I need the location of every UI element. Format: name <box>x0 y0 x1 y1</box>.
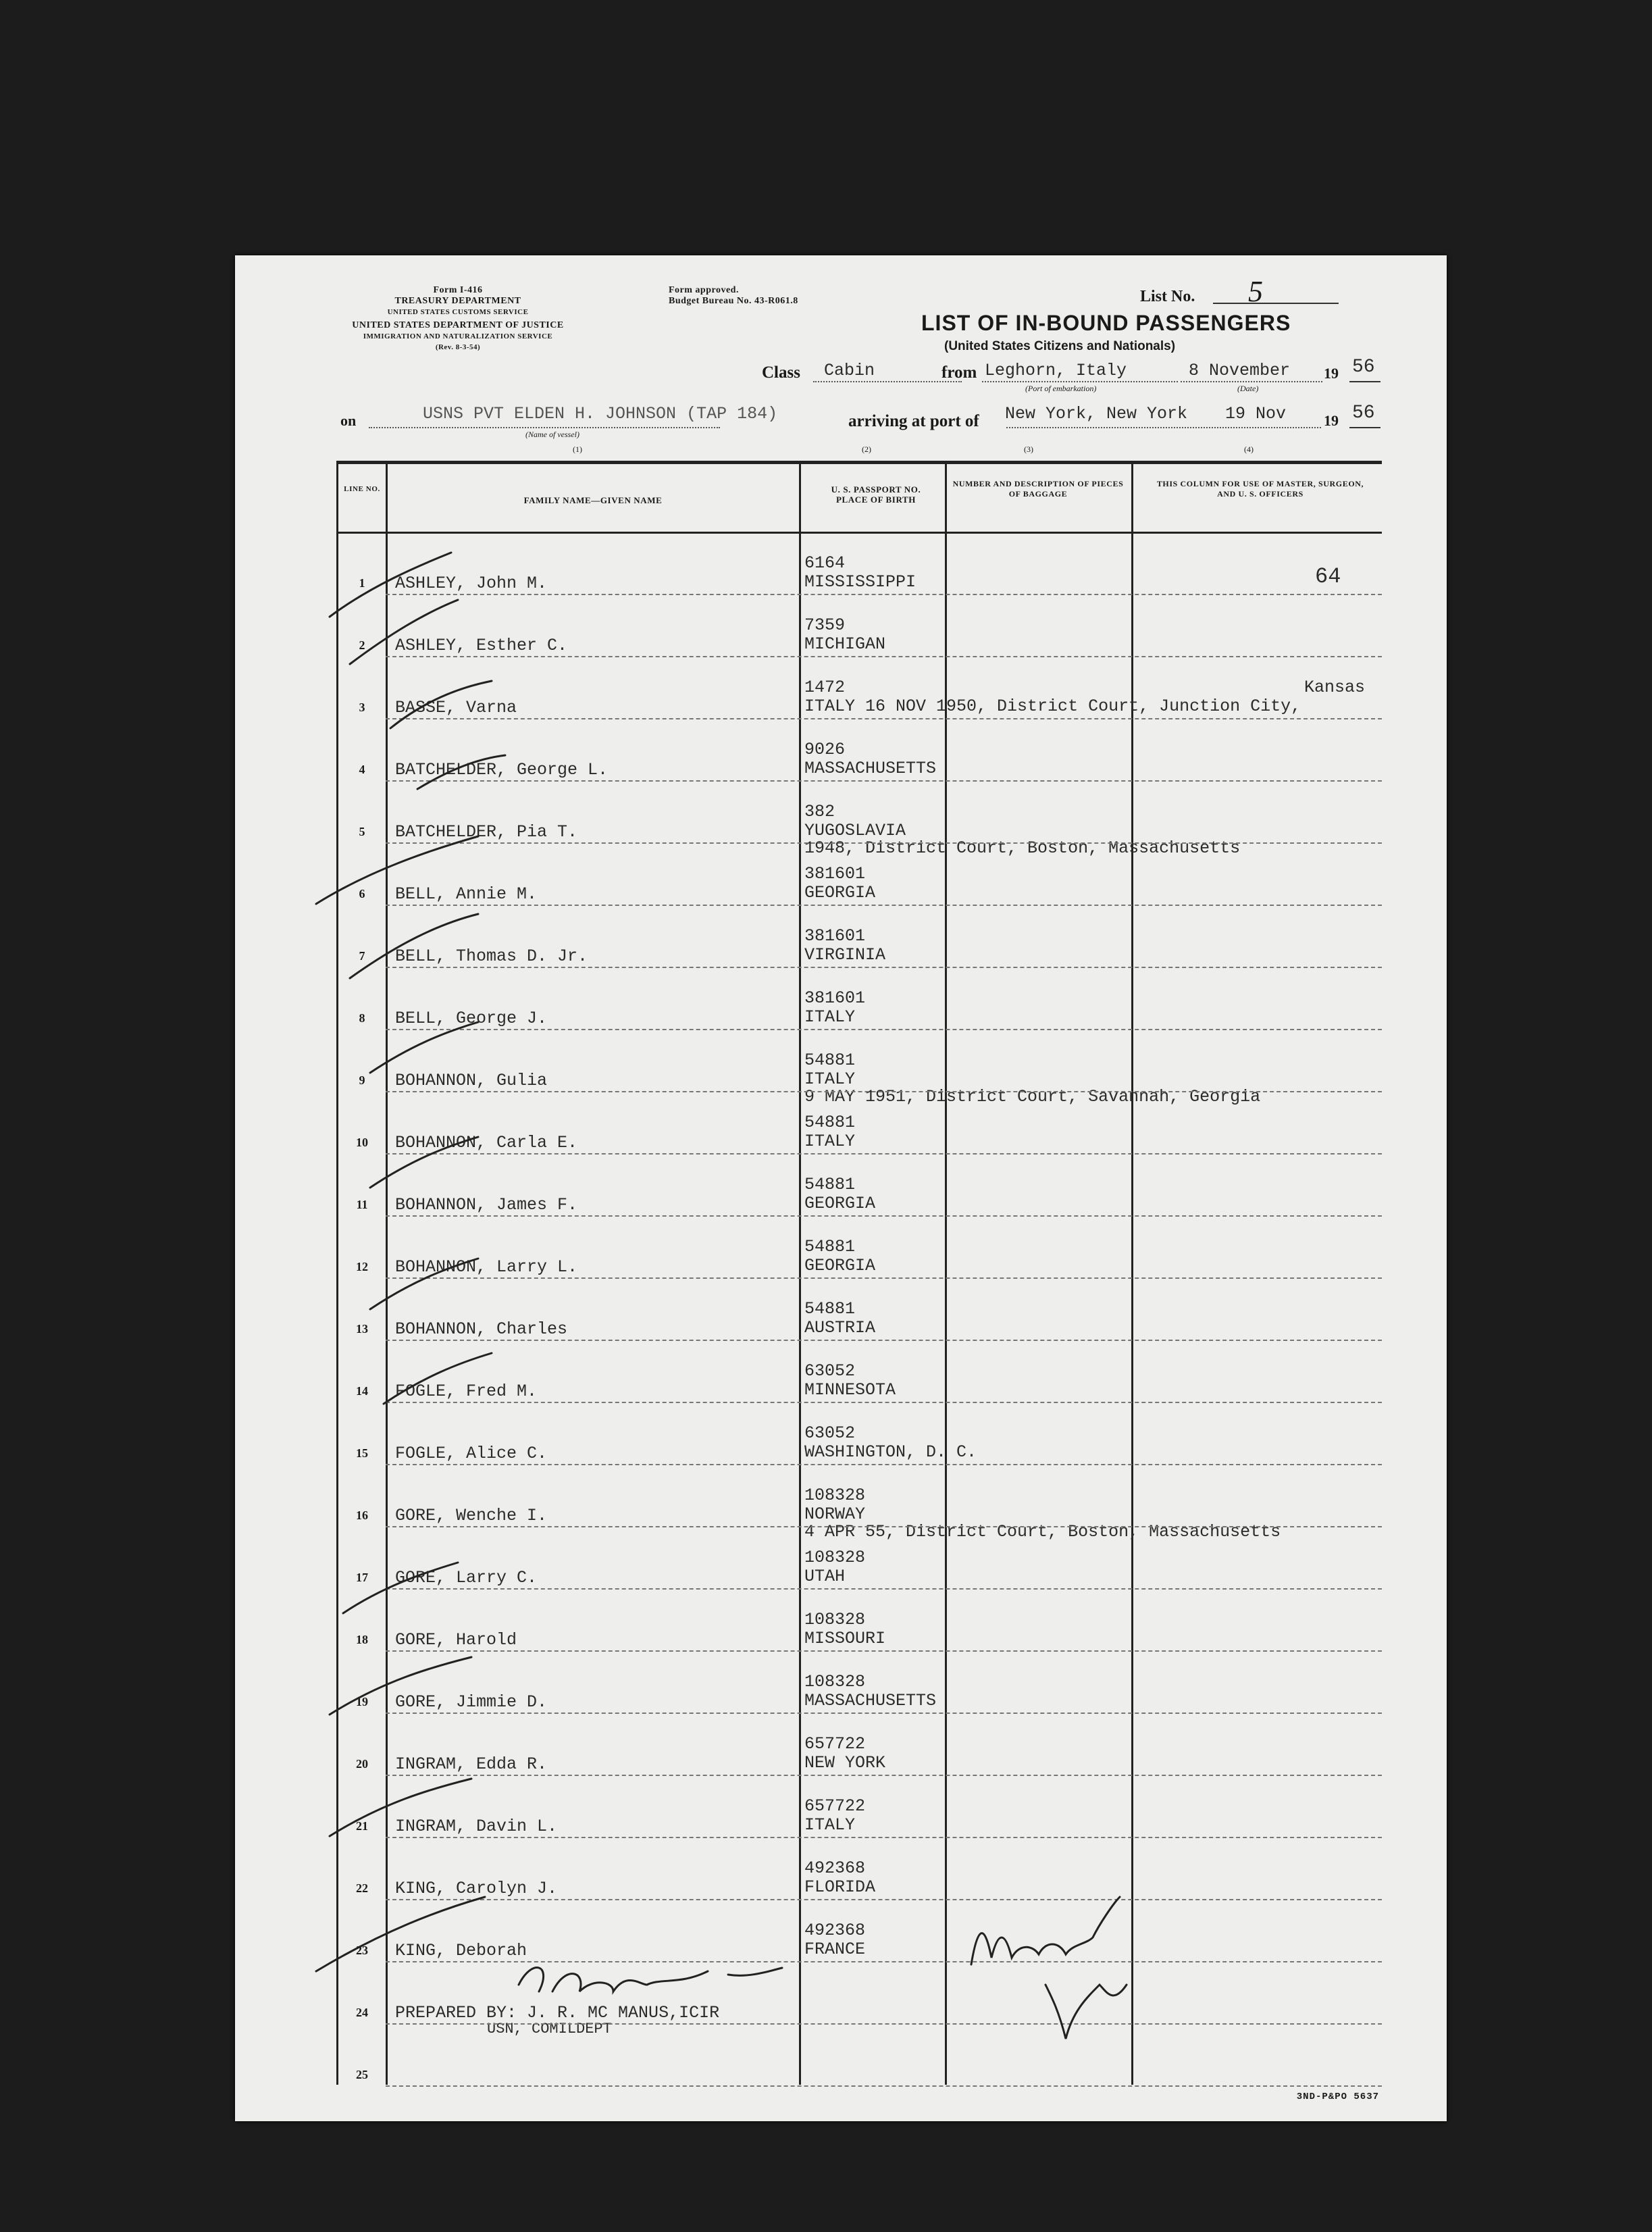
arrival-year-prefix: 19 <box>1324 412 1339 429</box>
year-value: 56 <box>1352 357 1375 378</box>
passenger-name: GORE, Wenche I. <box>395 1506 548 1525</box>
place-of-birth: MASSACHUSETTS <box>804 759 937 778</box>
passenger-name: INGRAM, Edda R. <box>395 1754 548 1774</box>
table-row <box>338 2026 1382 2088</box>
table-row <box>338 1404 1382 1467</box>
agency-block <box>330 285 586 353</box>
table-row <box>338 1529 1382 1591</box>
form-number: Form I-416 <box>433 285 483 295</box>
line-number: 5 <box>359 825 365 838</box>
row-rule <box>386 594 1382 595</box>
passenger-name: ASHLEY, John M. <box>395 574 548 593</box>
passenger-name: FOGLE, Fred M. <box>395 1381 538 1401</box>
table-row <box>338 1777 1382 1840</box>
form-title: LIST OF IN-BOUND PASSENGERS <box>921 311 1291 335</box>
table-row <box>338 1032 1382 1107</box>
place-of-birth: MISSISSIPPI <box>804 572 917 592</box>
line-number: 10 <box>356 1136 368 1149</box>
line-number: 19 <box>356 1695 368 1708</box>
class-line <box>813 381 962 382</box>
place-of-birth: GEORGIA <box>804 1194 876 1213</box>
passport-number: 382 <box>804 802 835 821</box>
table-row <box>338 1591 1382 1653</box>
treasury-dept: TREASURY DEPARTMENT <box>394 296 521 306</box>
row-rule <box>386 1029 1382 1030</box>
passport-number: 657722 <box>804 1796 866 1816</box>
list-no-label: List No. <box>1140 288 1195 305</box>
header-line-no: LINE NO. <box>344 485 380 493</box>
arrival-port: New York, New York <box>1005 404 1188 424</box>
line-number: 12 <box>356 1260 368 1273</box>
line-number: 2 <box>359 638 365 652</box>
place-of-birth: WASHINGTON, D. C. <box>804 1442 977 1462</box>
col-number-1: (1) <box>573 445 582 454</box>
row-rule <box>386 2085 1382 2087</box>
place-of-birth: ITALY 16 NOV 1950, District Court, Junction City, <box>804 696 1301 716</box>
list-no-value: 5 <box>1248 275 1263 308</box>
passenger-name: BOHANNON, Carla E. <box>395 1133 578 1152</box>
passenger-name: BATCHELDER, Pia T. <box>395 822 578 842</box>
row-rule <box>386 780 1382 782</box>
on-label: on <box>340 412 357 429</box>
year-underline <box>1349 381 1380 382</box>
passport-number: 7359 <box>804 615 846 635</box>
passenger-name: PREPARED BY: J. R. MC MANUS,ICIR <box>395 2003 720 2023</box>
row-rule <box>386 656 1382 657</box>
officer-note: Kansas <box>1304 678 1366 697</box>
arriving-label: arriving at port of <box>848 412 979 430</box>
place-of-birth: MISSOURI <box>804 1629 886 1648</box>
table-row <box>338 659 1382 721</box>
place-of-birth: UTAH <box>804 1567 846 1586</box>
place-of-birth: MICHIGAN <box>804 634 886 654</box>
table-row <box>338 1094 1382 1156</box>
row-rule <box>386 2023 1382 2025</box>
row-rule <box>386 1215 1382 1217</box>
table-row <box>338 721 1382 783</box>
row-rule <box>386 1526 1382 1527</box>
table-row <box>338 1342 1382 1404</box>
table-row <box>338 1964 1382 2037</box>
passenger-name: GORE, Larry C. <box>395 1568 538 1588</box>
place-of-birth: ITALY <box>804 1007 856 1027</box>
header-family-name: FAMILY NAME—GIVEN NAME <box>523 495 663 505</box>
table-row <box>338 1218 1382 1280</box>
year-prefix: 19 <box>1324 365 1339 382</box>
form-approved: Form approved. <box>669 285 739 295</box>
line-number: 22 <box>356 1881 368 1895</box>
passport-number: 381601 <box>804 864 866 884</box>
passenger-name: BOHANNON, Larry L. <box>395 1257 578 1277</box>
line-number: 15 <box>356 1446 368 1460</box>
row-rule <box>386 1277 1382 1279</box>
passenger-name: KING, Carolyn J. <box>395 1879 558 1898</box>
table-row <box>338 534 1382 597</box>
passport-number: 54881 <box>804 1050 856 1070</box>
line-number: 11 <box>356 1198 368 1211</box>
arrival-year: 56 <box>1352 403 1375 424</box>
arrival-line <box>1006 427 1321 428</box>
line-number: 23 <box>356 1944 368 1957</box>
vessel-caption: (Name of vessel) <box>525 430 579 439</box>
header-baggage: NUMBER AND DESCRIPTION OF PIECES OF BAGGAGE <box>952 479 1124 499</box>
passport-number: 492368 <box>804 1921 866 1940</box>
passport-number: 492368 <box>804 1858 866 1878</box>
passport-number: 54881 <box>804 1299 856 1319</box>
from-value: Leghorn, Italy <box>985 361 1127 380</box>
class-label: Class <box>762 363 800 382</box>
table-row <box>338 969 1382 1032</box>
date-line <box>1181 381 1322 382</box>
passenger-name: BOHANNON, Gulia <box>395 1071 548 1090</box>
row-rule <box>386 1153 1382 1155</box>
place-of-birth: ITALY <box>804 1132 856 1151</box>
passport-number: 108328 <box>804 1548 866 1567</box>
row-rule <box>386 1961 1382 1962</box>
place-of-birth: GEORGIA <box>804 1256 876 1275</box>
passport-number: 54881 <box>804 1175 856 1194</box>
passenger-name: KING, Deborah <box>395 1941 527 1960</box>
passenger-name: BOHANNON, Charles <box>395 1319 568 1339</box>
line-number: 3 <box>359 701 365 714</box>
row-rule <box>386 967 1382 968</box>
row-rule <box>386 1899 1382 1900</box>
place-of-birth: MASSACHUSETTS <box>804 1691 937 1710</box>
passenger-name: BELL, Thomas D. Jr. <box>395 946 588 966</box>
preparer-unit: USN, COMILDEPT <box>487 2021 612 2037</box>
row-rule <box>386 1650 1382 1652</box>
table-row <box>338 1653 1382 1715</box>
place-of-birth: AUSTRIA <box>804 1318 876 1338</box>
passport-number: 108328 <box>804 1486 866 1505</box>
row-rule <box>386 718 1382 719</box>
row-rule <box>386 842 1382 844</box>
line-number: 9 <box>359 1073 365 1087</box>
line-number: 18 <box>356 1633 368 1646</box>
passenger-list-form <box>235 255 1447 2121</box>
passenger-name: INGRAM, Davin L. <box>395 1817 558 1836</box>
col-number-4: (4) <box>1244 445 1254 454</box>
naturalization-detail: 1948, District Court, Boston, Massachusetts <box>804 838 1241 858</box>
officer-note: 64 <box>1315 564 1341 589</box>
table-row <box>338 1467 1382 1542</box>
from-label: from <box>941 363 977 382</box>
table-row <box>338 1840 1382 1902</box>
table-row <box>338 1715 1382 1777</box>
ins-service: IMMIGRATION AND NATURALIZATION SERVICE <box>363 332 553 340</box>
from-line <box>982 381 1178 382</box>
passport-number: 63052 <box>804 1423 856 1443</box>
passenger-name: BELL, Annie M. <box>395 884 538 904</box>
row-rule <box>386 1837 1382 1838</box>
row-rule <box>386 1713 1382 1714</box>
line-number: 1 <box>359 576 365 590</box>
vessel-line <box>369 427 720 428</box>
naturalization-detail: 9 MAY 1951, District Court, Savannah, Georgia <box>804 1087 1261 1107</box>
passenger-name: GORE, Harold <box>395 1630 517 1650</box>
budget-bureau: Budget Bureau No. 43-R061.8 <box>669 296 798 306</box>
place-of-birth: NEW YORK <box>804 1753 886 1773</box>
place-of-birth: YUGOSLAVIA <box>804 821 906 840</box>
naturalization-detail: 4 APR 55, District Court, Boston, Massachusetts <box>804 1522 1281 1542</box>
header-officers: THIS COLUMN FOR USE OF MASTER, SURGEON, AND U. S. OFFICERS <box>1156 479 1364 499</box>
line-number: 13 <box>356 1322 368 1336</box>
place-of-birth: NORWAY <box>804 1504 866 1524</box>
line-number: 20 <box>356 1757 368 1771</box>
passport-number: 657722 <box>804 1734 866 1754</box>
vessel-name: USNS PVT ELDEN H. JOHNSON (TAP 184) <box>423 404 778 424</box>
revision-date: (Rev. 8-3-54) <box>435 343 481 351</box>
approval-block <box>669 285 798 307</box>
line-number: 4 <box>359 763 365 776</box>
row-rule <box>386 1775 1382 1776</box>
passenger-name: ASHLEY, Esther C. <box>395 636 568 655</box>
form-subtitle: (United States Citizens and Nationals) <box>944 339 1176 353</box>
line-number: 16 <box>356 1508 368 1522</box>
passenger-name: BOHANNON, James F. <box>395 1195 578 1215</box>
header-rule <box>338 532 1382 534</box>
line-number: 7 <box>359 949 365 963</box>
table-row <box>338 845 1382 907</box>
table-row <box>338 907 1382 969</box>
arrival-date: 19 Nov <box>1225 404 1287 424</box>
passport-number: 9026 <box>804 740 846 759</box>
line-number: 8 <box>359 1011 365 1025</box>
list-no-underline <box>1213 303 1339 304</box>
passport-number: 108328 <box>804 1672 866 1692</box>
printer-code: 3ND-P&PO 5637 <box>1296 2091 1379 2102</box>
passport-number: 63052 <box>804 1361 856 1381</box>
passport-number: 381601 <box>804 988 866 1008</box>
passenger-name: BASSE, Varna <box>395 698 517 717</box>
date-caption: (Date) <box>1237 384 1259 393</box>
place-of-birth: VIRGINIA <box>804 945 886 965</box>
place-of-birth: GEORGIA <box>804 883 876 903</box>
row-rule <box>386 1588 1382 1590</box>
passport-number: 1472 <box>804 678 846 697</box>
table-row <box>338 783 1382 858</box>
place-of-birth: FLORIDA <box>804 1877 876 1897</box>
customs-service: UNITED STATES CUSTOMS SERVICE <box>387 308 529 316</box>
passenger-name: FOGLE, Alice C. <box>395 1444 548 1463</box>
passenger-name: BELL, George J. <box>395 1009 548 1028</box>
passport-number: 108328 <box>804 1610 866 1629</box>
col-number-2: (2) <box>862 445 871 454</box>
row-rule <box>386 905 1382 906</box>
passport-number: 6164 <box>804 553 846 573</box>
line-number: 21 <box>356 1819 368 1833</box>
table-row <box>338 1156 1382 1218</box>
row-rule <box>386 1402 1382 1403</box>
col-number-3: (3) <box>1024 445 1033 454</box>
arrival-year-underline <box>1349 427 1380 428</box>
passenger-name: BATCHELDER, George L. <box>395 760 609 780</box>
place-of-birth: ITALY <box>804 1815 856 1835</box>
port-caption: (Port of embarkation) <box>1025 384 1097 393</box>
table-row <box>338 1280 1382 1342</box>
row-rule <box>386 1091 1382 1092</box>
passport-number: 54881 <box>804 1113 856 1132</box>
line-number: 24 <box>356 2006 368 2019</box>
passenger-table <box>336 461 1382 2085</box>
place-of-birth: MINNESOTA <box>804 1380 896 1400</box>
table-row <box>338 1902 1382 1964</box>
passport-number: 381601 <box>804 926 866 946</box>
line-number: 6 <box>359 887 365 901</box>
line-number: 14 <box>356 1384 368 1398</box>
row-rule <box>386 1340 1382 1341</box>
table-row <box>338 597 1382 659</box>
justice-dept: UNITED STATES DEPARTMENT OF JUSTICE <box>352 320 564 330</box>
class-value: Cabin <box>824 361 875 380</box>
line-number: 17 <box>356 1571 368 1584</box>
row-rule <box>386 1464 1382 1465</box>
passport-number: 54881 <box>804 1237 856 1257</box>
line-number: 25 <box>356 2068 368 2081</box>
date-value: 8 November <box>1189 361 1291 380</box>
place-of-birth: FRANCE <box>804 1939 866 1959</box>
header-passport: U. S. PASSPORT NO. PLACE OF BIRTH <box>831 484 921 505</box>
place-of-birth: ITALY <box>804 1069 856 1089</box>
passenger-name: GORE, Jimmie D. <box>395 1692 548 1712</box>
